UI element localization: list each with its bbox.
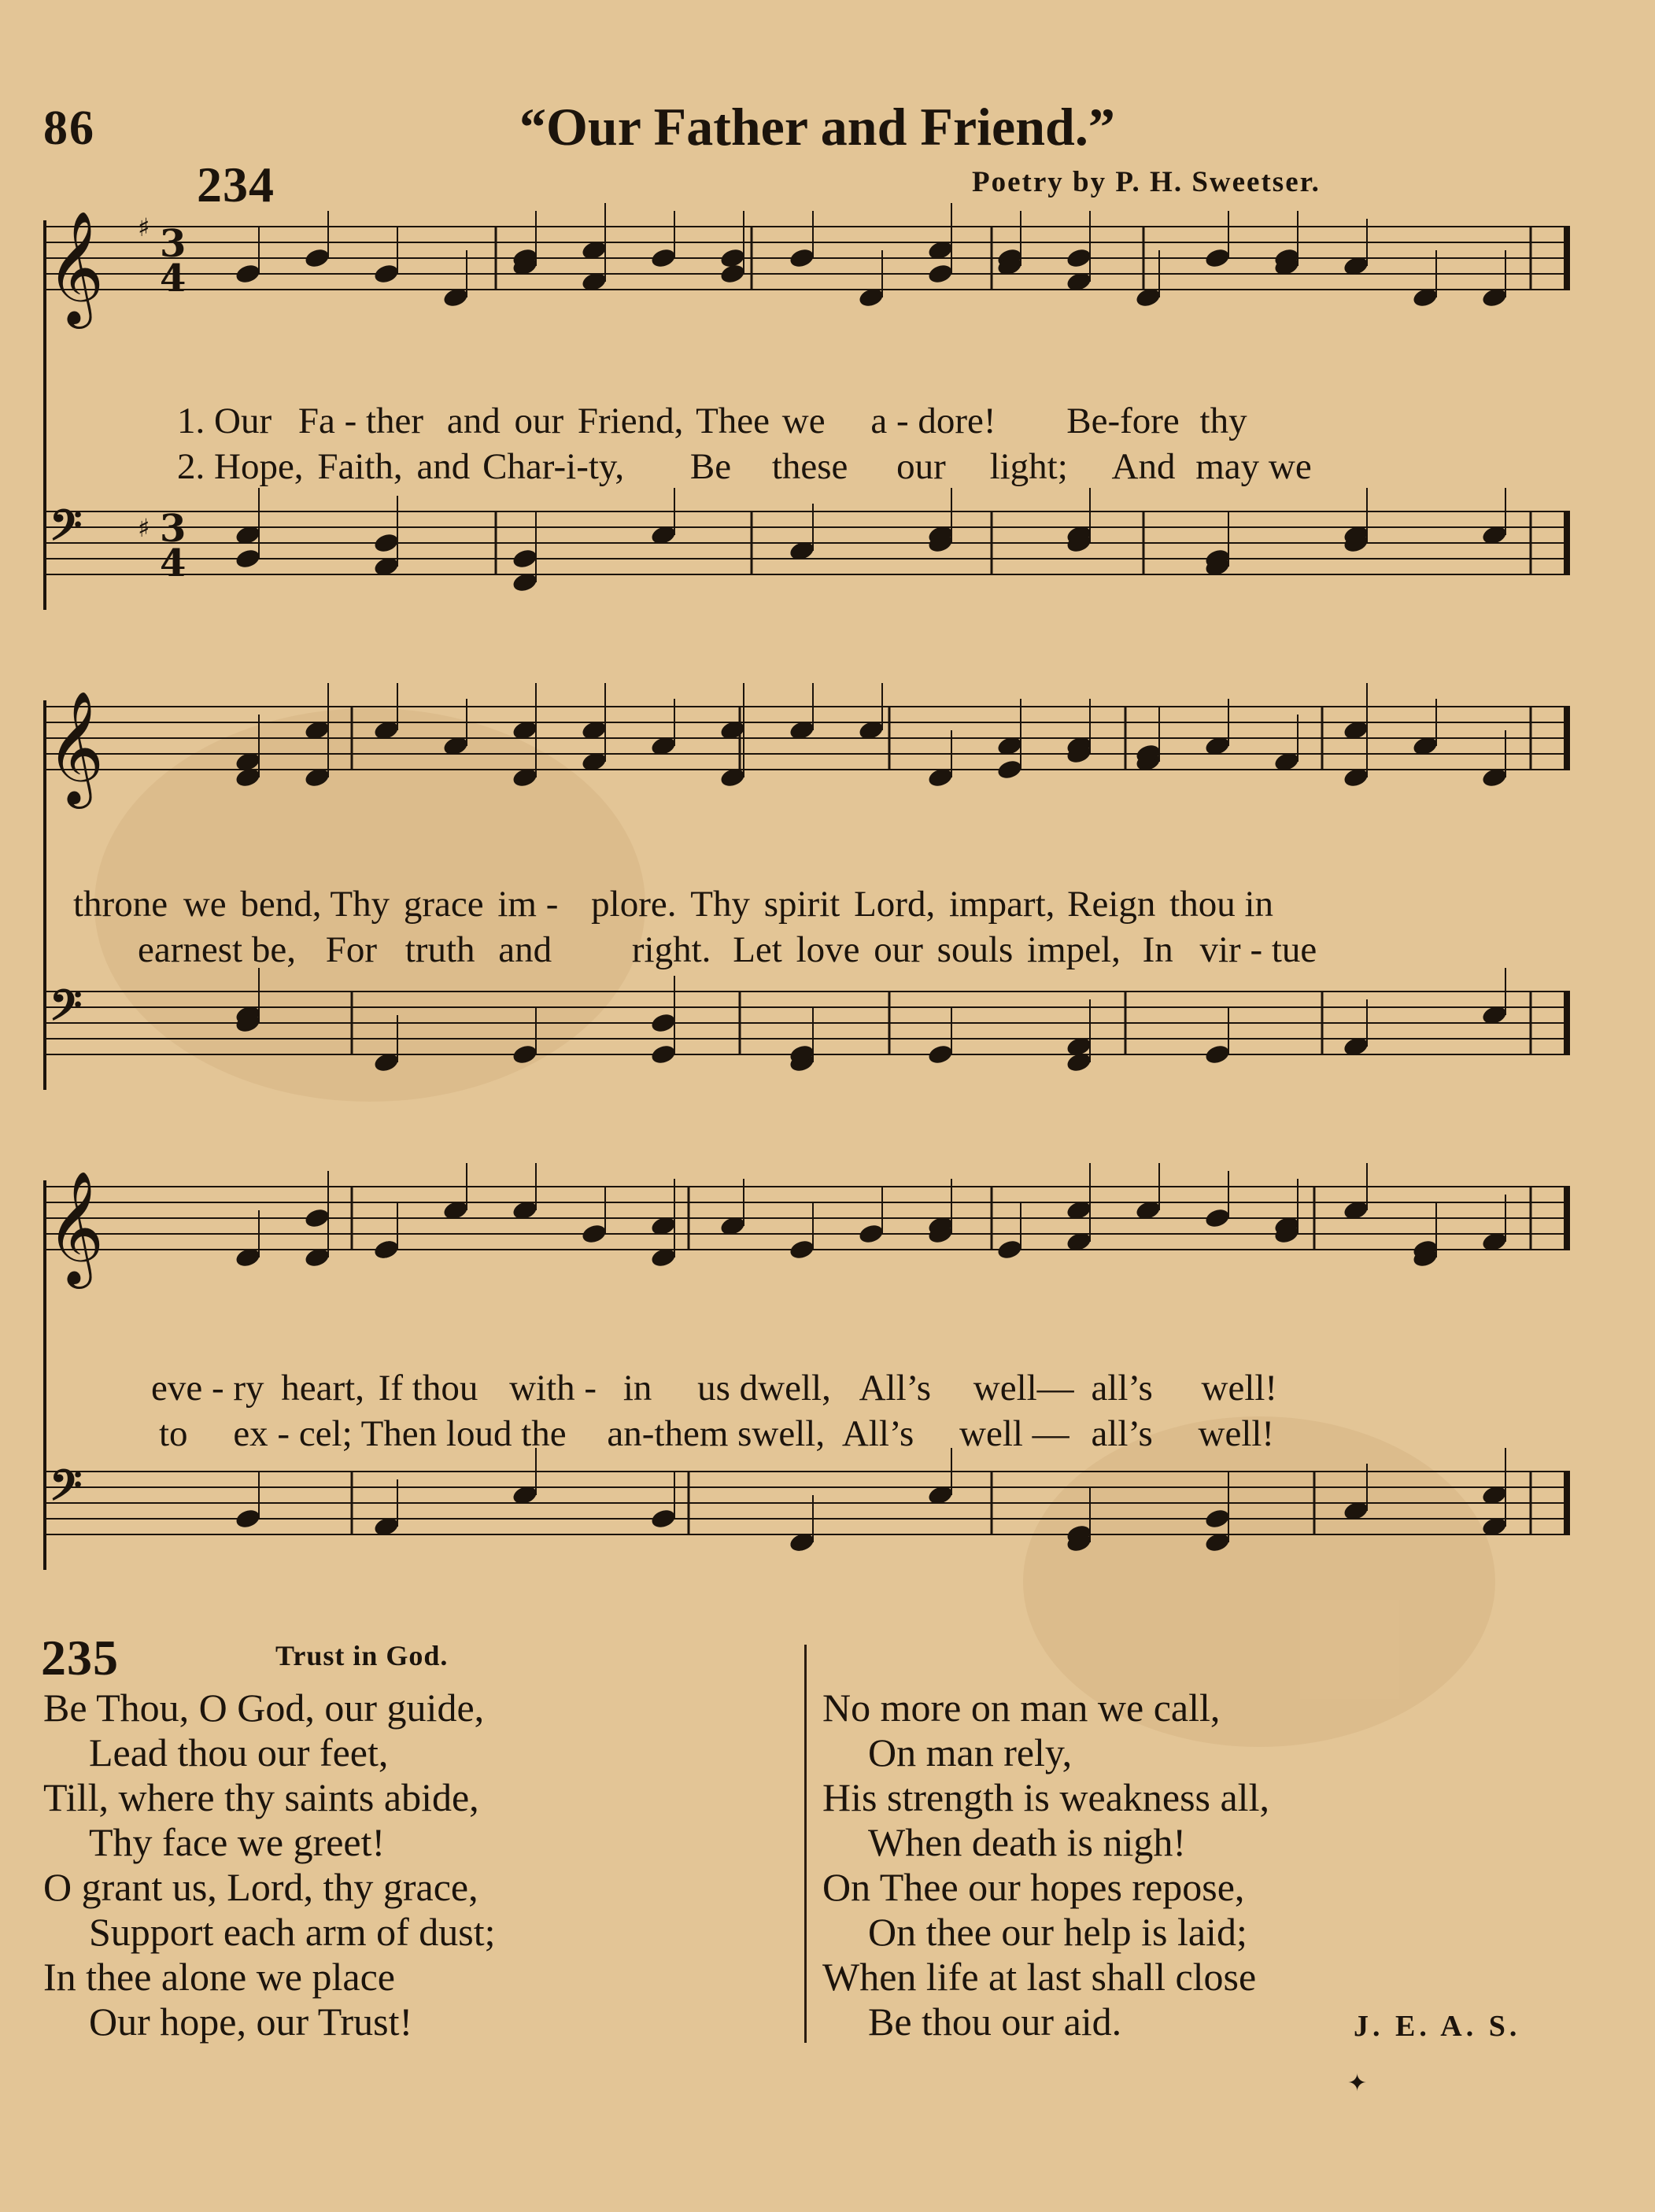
lyric-word: Then loud the <box>360 1413 567 1454</box>
note-head-icon <box>303 246 331 269</box>
lyric-line-verse-1 <box>151 1367 1277 1409</box>
lyric-word: Be <box>689 446 732 487</box>
lyric-word: ex - cel; <box>233 1413 353 1454</box>
bass-clef-icon: 𝄢 <box>50 1462 83 1520</box>
lyric-word: bend, <box>240 884 322 925</box>
lyric-word: our <box>514 401 564 441</box>
note-head-icon <box>996 758 1023 781</box>
column-divider <box>804 1645 807 2043</box>
poem-line: When life at last shall close <box>822 1955 1257 1999</box>
lyric-word: Thy <box>690 884 750 925</box>
note-head-icon <box>1203 246 1231 269</box>
bass-staff <box>43 1462 1570 1534</box>
note-head-icon <box>234 547 261 570</box>
lyric-word: vir - tue <box>1199 929 1317 970</box>
lyric-word: all’s <box>1091 1413 1153 1454</box>
note-head-icon <box>372 531 400 554</box>
lyric-word: thou in <box>1169 884 1274 925</box>
lyric-word: plore. <box>591 884 677 925</box>
lyric-word: im - <box>497 884 559 925</box>
poem-column-left <box>43 1686 496 2044</box>
lyric-word: with - <box>509 1368 597 1409</box>
poem-line: When death is nigh! <box>868 1820 1187 1864</box>
lyric-word: If thou <box>378 1368 478 1409</box>
poem-column-right <box>822 1686 1269 2044</box>
poem-line: Our hope, our Trust! <box>89 2000 413 2044</box>
poem-line: On thee our help is laid; <box>868 1910 1247 1954</box>
lyric-word: Faith, <box>317 446 403 487</box>
page-number: 86 <box>43 102 95 155</box>
poem-line: Be thou our aid. <box>868 2000 1122 2044</box>
poem-line: On Thee our hopes repose, <box>822 1865 1245 1909</box>
lyric-word: throne <box>73 884 168 925</box>
note-group <box>234 203 1508 309</box>
note-group <box>234 1163 1508 1269</box>
lyric-word: Be-fore <box>1066 401 1180 441</box>
lyric-line-verse-2 <box>138 929 1317 971</box>
lyric-word: earnest be, <box>138 929 296 970</box>
lyric-line-verse-2 <box>159 1413 1274 1455</box>
lyric-word: impart, <box>948 884 1055 925</box>
lyric-word: All’s <box>859 1368 932 1409</box>
note-head-icon <box>372 1238 400 1261</box>
note-head-icon <box>372 262 400 285</box>
time-signature-icon: 3 <box>160 222 187 266</box>
double-bar <box>1564 707 1570 770</box>
note-group <box>234 1448 1508 1554</box>
treble-clef-icon: 𝄞 <box>46 691 105 804</box>
lyric-word: to <box>159 1413 188 1454</box>
note-head-icon <box>303 1206 331 1229</box>
lyric-word: grace <box>403 884 484 925</box>
lyric-word: spirit <box>763 884 840 925</box>
lyric-word: Thy <box>330 884 390 925</box>
lyric-word: Let <box>733 929 782 970</box>
lyric-word: All’s <box>841 1413 914 1454</box>
lyric-word: we <box>183 884 227 925</box>
note-head-icon <box>1065 246 1092 269</box>
lyric-word: us dwell, <box>697 1368 831 1409</box>
note-head-icon <box>926 262 954 285</box>
time-signature-icon: 4 <box>160 541 187 585</box>
note-head-icon <box>649 1011 677 1034</box>
note-head-icon <box>234 262 261 285</box>
note-head-icon <box>788 1238 815 1261</box>
note-head-icon <box>1203 1206 1231 1229</box>
note-head-icon <box>996 1238 1023 1261</box>
lyric-word: 2. Hope, <box>177 446 304 487</box>
note-head-icon <box>1203 1043 1231 1065</box>
lyric-word: and <box>416 446 471 487</box>
note-head-icon <box>511 547 538 570</box>
hymn-number-235: 235 <box>41 1630 119 1686</box>
ink-fleck: ✦ <box>1347 2070 1368 2096</box>
lyric-word: all’s <box>1091 1368 1153 1409</box>
note-head-icon <box>926 1043 954 1065</box>
lyric-line-verse-1 <box>177 400 1247 442</box>
poem-line: O grant us, Lord, thy grace, <box>43 1865 478 1909</box>
treble-clef-icon: 𝄞 <box>46 211 105 324</box>
poem-title: Trust in God. <box>275 1640 449 1671</box>
note-head-icon <box>857 1222 885 1245</box>
poem-line: Be Thou, O God, our guide, <box>43 1686 485 1730</box>
double-bar <box>1564 511 1570 574</box>
time-signature-icon: 3 <box>160 507 187 551</box>
hymn-number-234: 234 <box>197 157 275 212</box>
lyric-word: 1. Our <box>177 401 272 441</box>
lyric-word: Thee <box>696 401 770 441</box>
note-group <box>234 488 1508 594</box>
sharp-icon: ♯ <box>138 212 150 242</box>
lyric-word: well — <box>959 1413 1069 1454</box>
bass-clef-icon: 𝄢 <box>50 982 83 1040</box>
lyric-word: love <box>796 929 860 970</box>
lyric-word: these <box>771 446 848 487</box>
sharp-icon: ♯ <box>138 513 150 543</box>
poem-line: No more on man we call, <box>822 1686 1221 1730</box>
poem-line: Lead thou our feet, <box>89 1730 389 1774</box>
lyric-word: In <box>1142 929 1173 970</box>
note-group <box>234 683 1508 789</box>
poem-line: Support each arm of dust; <box>89 1910 496 1954</box>
lyric-word: an-them swell, <box>607 1413 826 1454</box>
bass-staff <box>43 982 1570 1054</box>
lyric-word: souls <box>936 929 1014 970</box>
lyric-word: in <box>622 1368 652 1409</box>
lyric-word: heart, <box>281 1368 364 1409</box>
lyric-word: well— <box>973 1368 1074 1409</box>
lyric-word: eve - ry <box>151 1368 264 1409</box>
treble-staff <box>43 1171 1570 1289</box>
note-head-icon <box>1203 1507 1231 1530</box>
lyric-word: Lord, <box>854 884 936 925</box>
note-head-icon <box>788 246 815 269</box>
lyric-word: impel, <box>1027 929 1121 970</box>
note-group <box>234 968 1508 1074</box>
note-head-icon <box>649 1043 677 1065</box>
lyric-word: light; <box>989 446 1068 487</box>
double-bar <box>1564 227 1570 290</box>
lyric-word: may we <box>1195 446 1312 487</box>
poem-line: On man rely, <box>868 1730 1073 1774</box>
lyric-word: Char-i-ty, <box>482 446 625 487</box>
note-head-icon <box>649 246 677 269</box>
lyric-word: our <box>874 929 923 970</box>
lyric-word: our <box>896 446 946 487</box>
poem-line: In thee alone we place <box>43 1955 395 1999</box>
treble-clef-icon: 𝄞 <box>46 1171 105 1284</box>
note-head-icon <box>234 1507 261 1530</box>
lyric-word: Reign <box>1067 884 1156 925</box>
author-initials: J. E. A. S. <box>1354 2010 1521 2043</box>
poem-line: Till, where thy saints abide, <box>43 1775 479 1819</box>
poem-line: His strength is weakness all, <box>822 1775 1269 1819</box>
lyric-word: and <box>498 929 552 970</box>
note-head-icon <box>719 262 746 285</box>
lyric-line-verse-2 <box>177 445 1312 488</box>
lyric-word: truth <box>405 929 475 970</box>
double-bar <box>1564 1472 1570 1534</box>
note-head-icon <box>511 1043 538 1065</box>
bass-clef-icon: 𝄢 <box>50 502 83 560</box>
double-bar <box>1564 992 1570 1054</box>
treble-staff <box>43 211 1570 329</box>
lyric-word: right. <box>631 929 711 970</box>
poem-line: Thy face we greet! <box>89 1820 386 1864</box>
lyric-word: and <box>446 401 501 441</box>
lyric-word: well! <box>1198 1413 1275 1454</box>
lyric-word: thy <box>1199 401 1247 441</box>
note-head-icon <box>580 1222 608 1245</box>
lyric-line-verse-1 <box>73 883 1273 925</box>
lyric-word: And <box>1111 446 1176 487</box>
double-bar <box>1564 1187 1570 1250</box>
lyric-word: Friend, <box>577 401 684 441</box>
lyric-word: a - dore! <box>870 401 996 441</box>
page-title: “Our Father and Friend.” <box>519 97 1115 157</box>
hymn-attribution: Poetry by P. H. Sweetser. <box>972 166 1321 198</box>
lyric-word: well! <box>1201 1368 1278 1409</box>
lyric-word: we <box>781 401 826 441</box>
lyric-word: Fa - ther <box>297 401 424 441</box>
lyric-word: For <box>325 929 377 970</box>
note-head-icon <box>649 1507 677 1530</box>
treble-staff <box>43 691 1570 809</box>
time-signature-icon: 4 <box>160 257 187 301</box>
